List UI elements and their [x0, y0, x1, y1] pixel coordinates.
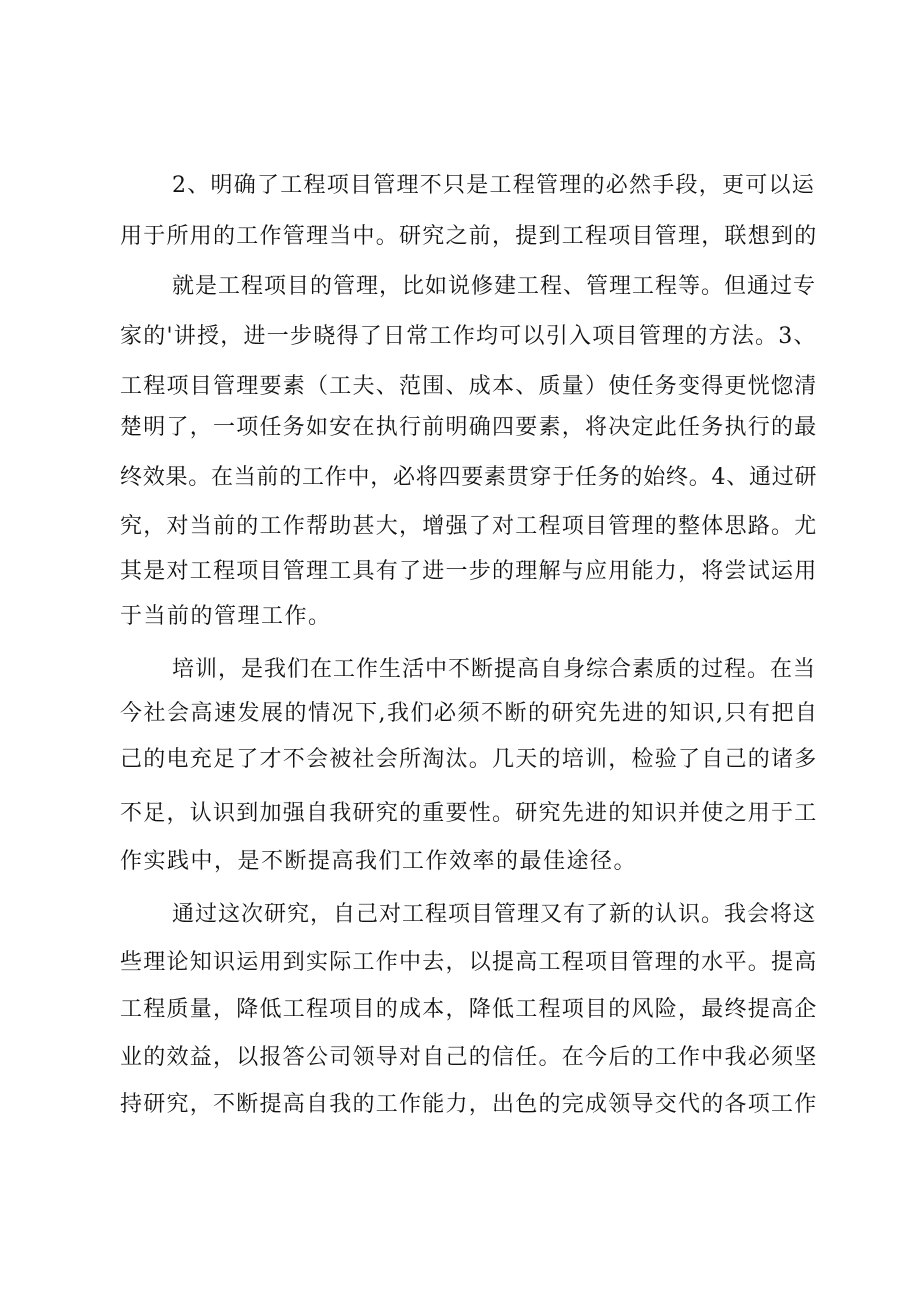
text-line: 工程项目管理要素（工夫、范围、成本、质量）使任务变得更恍惚清	[120, 374, 818, 399]
text-line: 就是工程项目的管理，比如说修建工程、管理工程等。但通过专	[172, 274, 817, 299]
text-line: 楚明了，一项任务如安在执行前明确四要素，将决定此任务执行的最	[120, 415, 818, 440]
text-line: 不足，认识到加强自我研究的重要性。研究先进的知识并使之用于工	[120, 801, 818, 826]
text-line: 其是对工程项目管理工具有了进一步的理解与应用能力，将尝试运用	[120, 559, 818, 584]
text-line: 终效果。在当前的工作中，必将四要素贯穿于任务的始终。4、通过研	[120, 465, 818, 490]
text-line: 用于所用的工作管理当中。研究之前，提到工程项目管理，联想到的	[120, 224, 818, 249]
text-line: 工程质量，降低工程项目的成本，降低工程项目的风险，最终提高企	[120, 997, 818, 1022]
text-line: 通过这次研究，自己对工程项目管理又有了新的认识。我会将这	[172, 902, 817, 927]
text-line: 究，对当前的工作帮助甚大，增强了对工程项目管理的整体思路。尤	[120, 514, 818, 539]
text-line: 些理论知识运用到实际工作中去，以提高工程项目管理的水平。提高	[120, 950, 818, 975]
text-line: 家的'讲授，进一步晓得了日常工作均可以引入项目管理的方法。3、	[120, 324, 817, 349]
text-line: 持研究，不断提高自我的工作能力，出色的完成领导交代的各项工作	[120, 1092, 818, 1117]
text-line: 作实践中，是不断提高我们工作效率的最佳途径。	[120, 849, 638, 874]
text-line: 于当前的管理工作。	[120, 604, 332, 629]
text-line: 培训，是我们在工作生活中不断提高自身综合素质的过程。在当	[172, 657, 817, 682]
text-line: 己的电充足了才不会被社会所淘汰。几天的培训，检验了自己的诸多	[120, 747, 818, 772]
text-line: 2、明确了工程项目管理不只是工程管理的必然手段，更可以运	[172, 173, 815, 198]
text-line: 今社会高速发展的情况下,我们必须不断的研究先进的知识,只有把自	[120, 701, 819, 726]
text-line: 业的效益，以报答公司领导对自己的信任。在今后的工作中我必须坚	[120, 1045, 818, 1070]
